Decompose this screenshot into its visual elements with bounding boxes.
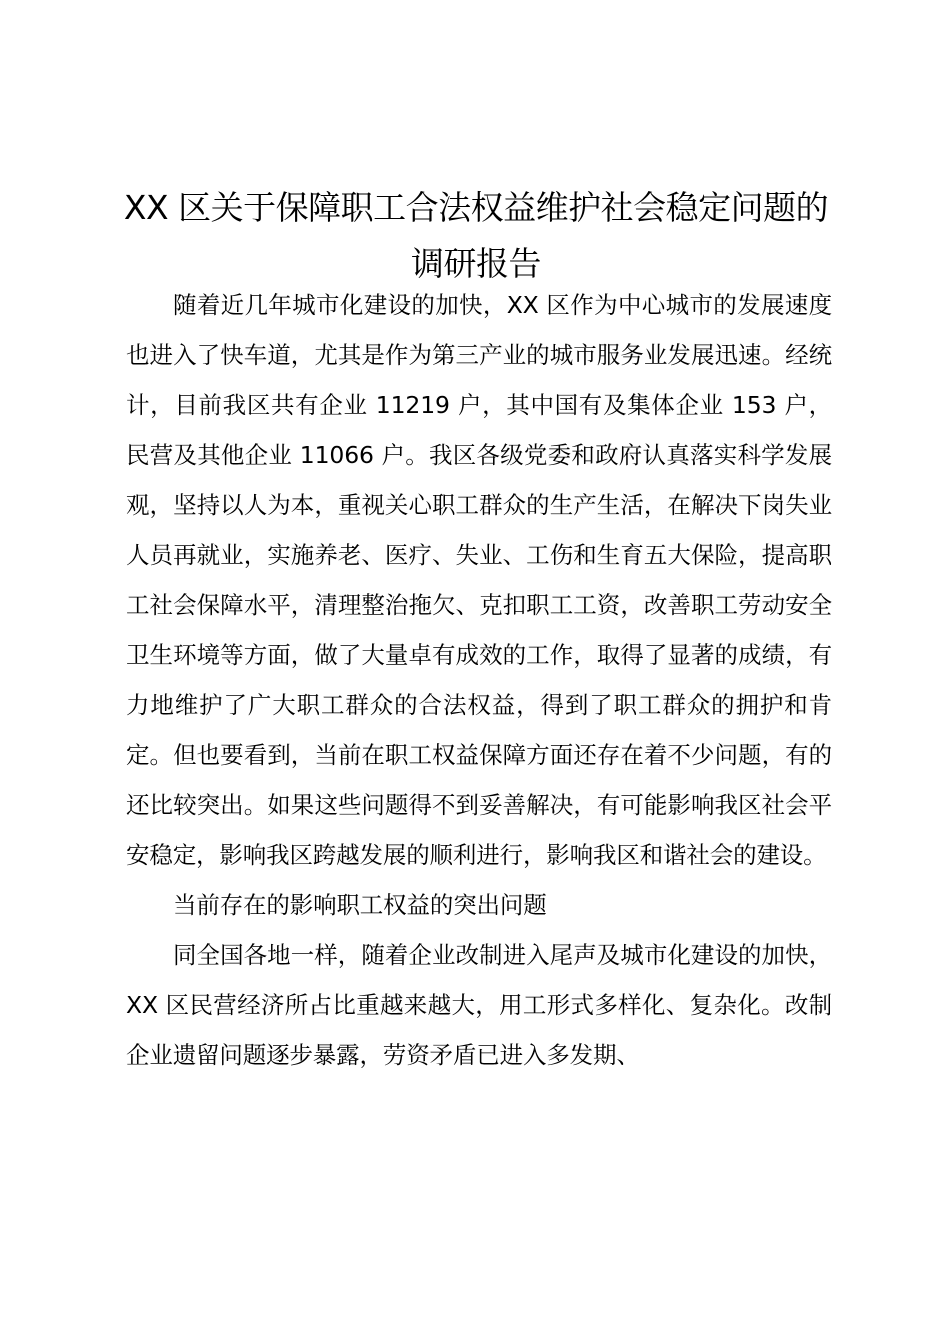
section-heading: 当前存在的影响职工权益的突出问题 bbox=[173, 891, 547, 919]
section-paragraph: 同全国各地一样，随着企业改制进入尾声及城市化建设的加快，XX 区民营经济所占比重越来越大，用工形式多样化、复杂化。改制企业遗留问题逐步暴露，劳资矛盾已进入多发期、 bbox=[126, 941, 832, 1069]
intro-paragraph: 随着近几年城市化建设的加快，XX 区作为中心城市的发展速度也进入了快车道，尤其是作为第三产业的城市服务业发展迅速。经统计，目前我区共有企业 11219 户，其中国有及集体企业 153 户，民营及其他企业 11066 户。我区各级党委和政府认真落实科学发展观，坚持以人为本，重视关心职工群众的生产生活，在解决下岗失业人员再就业，实施养老、医疗、失业、工伤和生育五大保险，提高职工社会保障水平，清理整治拖欠、克扣职工工资，改善职工劳动安全卫生环境等方面，做了大量卓有成效的工作，取得了显著的成绩，有力地维护了广大职工群众的合法权益，得到了职工群众的拥护和肯定。但也要看到，当前在职工权益保障方面还存在着不少问题，有的还比较突出。如果这些问题得不到妥善解决，有可能影响我区社会平安稳定，影响我区跨越发展的顺利进行，影响我区和谐社会的建设。 bbox=[126, 291, 832, 869]
document-body bbox=[126, 280, 832, 1080]
document-title: XX 区关于保障职工合法权益维护社会稳定问题的调研报告 bbox=[123, 188, 829, 283]
